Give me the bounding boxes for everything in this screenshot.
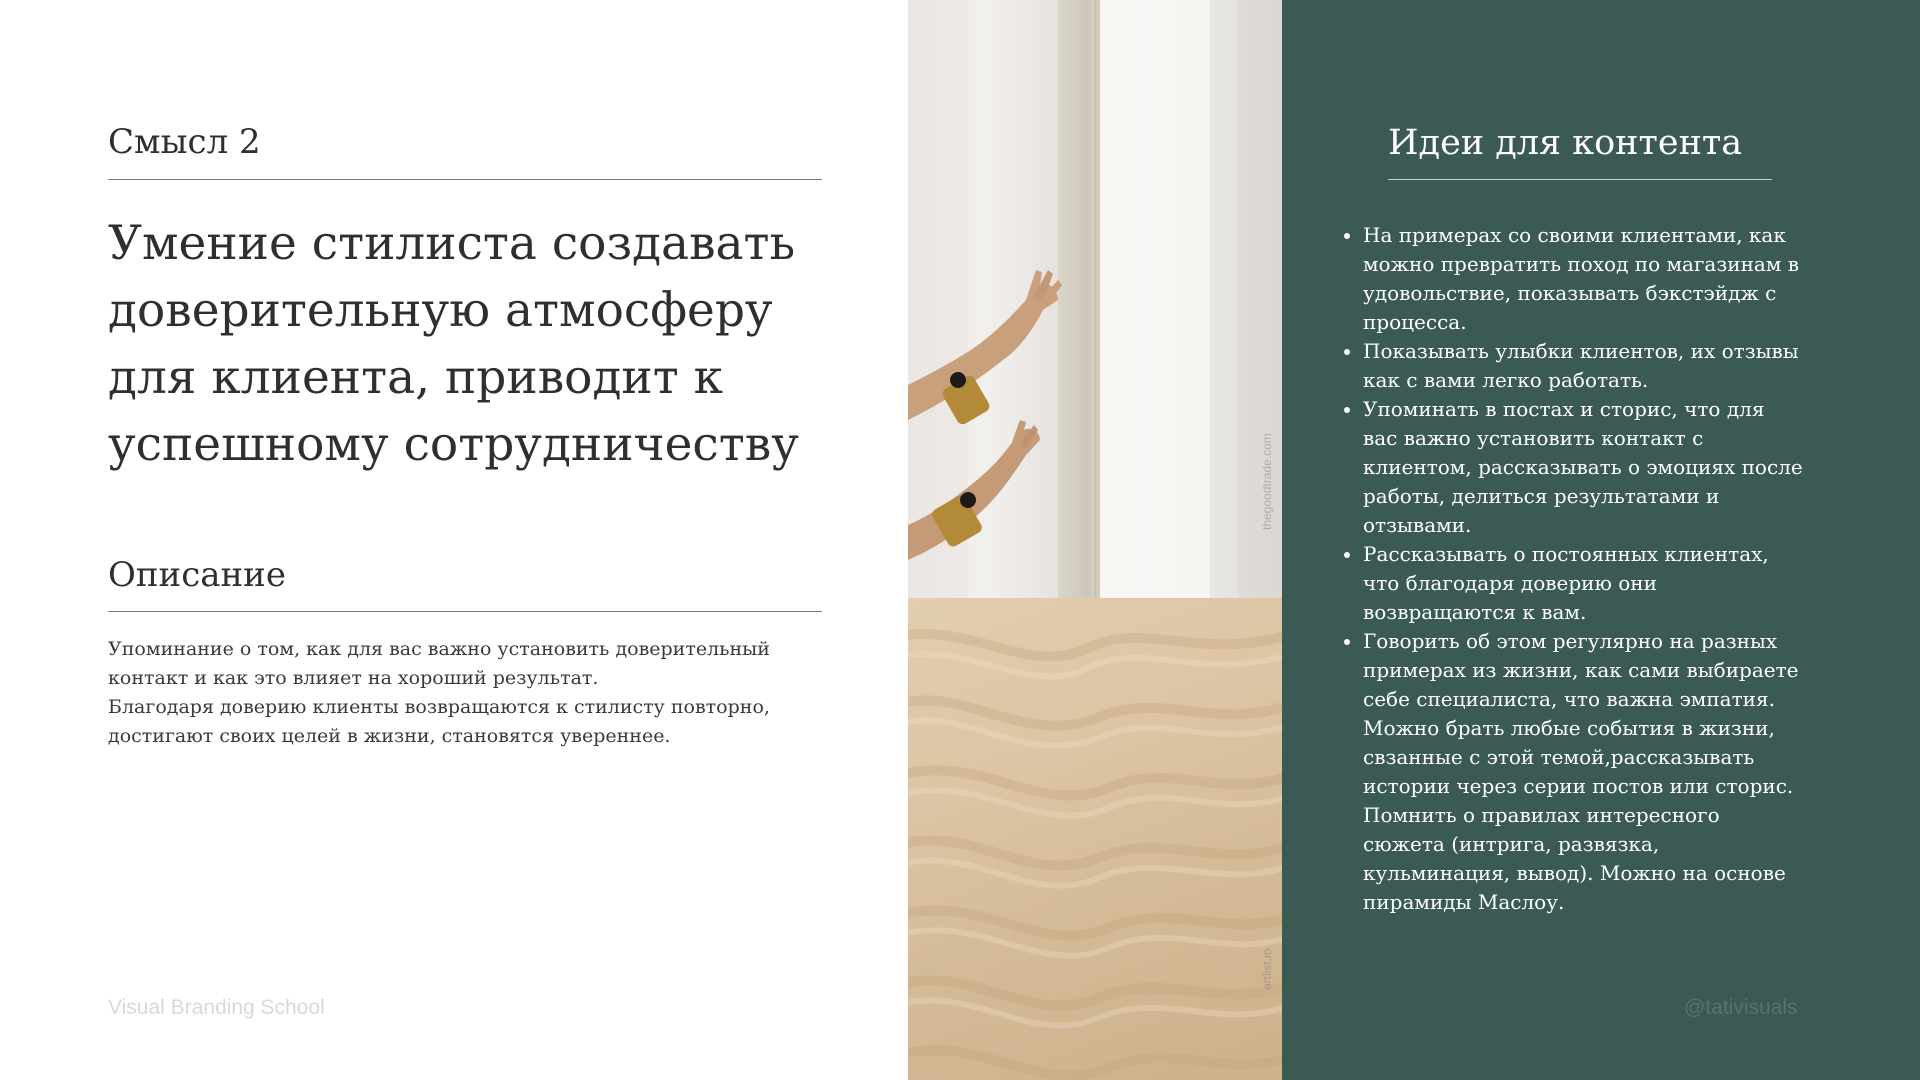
description-line: достигают своих целей в жизни, становятся увереннее. — [108, 725, 671, 747]
description-line: контакт и как это влияет на хороший результат. — [108, 667, 599, 689]
panel-title: Идеи для контента — [1388, 123, 1743, 163]
photo-watermark: artlist.io — [1260, 948, 1274, 990]
headline: Умение стилиста создавать доверительную атмосферу для клиента, приводит к успешному сотрудничеству — [108, 216, 799, 472]
idea-item: • Говорить об этом регулярно на разных примерах из жизни, как сами выбираете себе специалиста, что важна эмпатия. Можно брать любые события в жизни, свзанные с этой темой,рассказывать истории через серии постов или сторис. Помнить о правилах интересного сюжета (интрига, развязка, кульминация, вывод). Можно на основе пирамиды Маслоу. — [1363, 627, 1803, 917]
ideas-list — [1340, 221, 1803, 917]
divider — [1388, 179, 1772, 180]
description-line: Благодаря доверию клиенты возвращаются к стилисту повторно, — [108, 696, 770, 718]
divider — [108, 179, 822, 180]
footer-brand: Visual Branding School — [108, 996, 325, 1019]
divider — [108, 611, 822, 612]
idea-item: • На примерах со своими клиентами, как можно превратить поход по магазинам в удовольствие, показывать бэкстэйдж с процесса. — [1363, 221, 1803, 337]
idea-item: • Показывать улыбки клиентов, их отзывы как с вами легко работать. — [1363, 337, 1803, 395]
description-text — [108, 635, 828, 751]
idea-item: • Рассказывать о постоянных клиентах, что благодаря доверию они возвращаются к вам. — [1363, 540, 1803, 627]
idea-item: • Упоминать в постах и сторис, что для вас важно установить контакт с клиентом, рассказывать о эмоциях после работы, делиться результатами и отзывами. — [1363, 395, 1803, 540]
footer-handle: @tativisuals — [1684, 996, 1798, 1019]
description-title: Описание — [108, 555, 286, 595]
sand-photo — [908, 598, 1282, 1080]
curtain-photo — [908, 0, 1282, 598]
section-kicker: Смысл 2 — [108, 122, 261, 162]
description-line: Упоминание о том, как для вас важно установить доверительный — [108, 638, 770, 660]
photo-watermark: thegoodtrade.com — [1260, 433, 1274, 530]
